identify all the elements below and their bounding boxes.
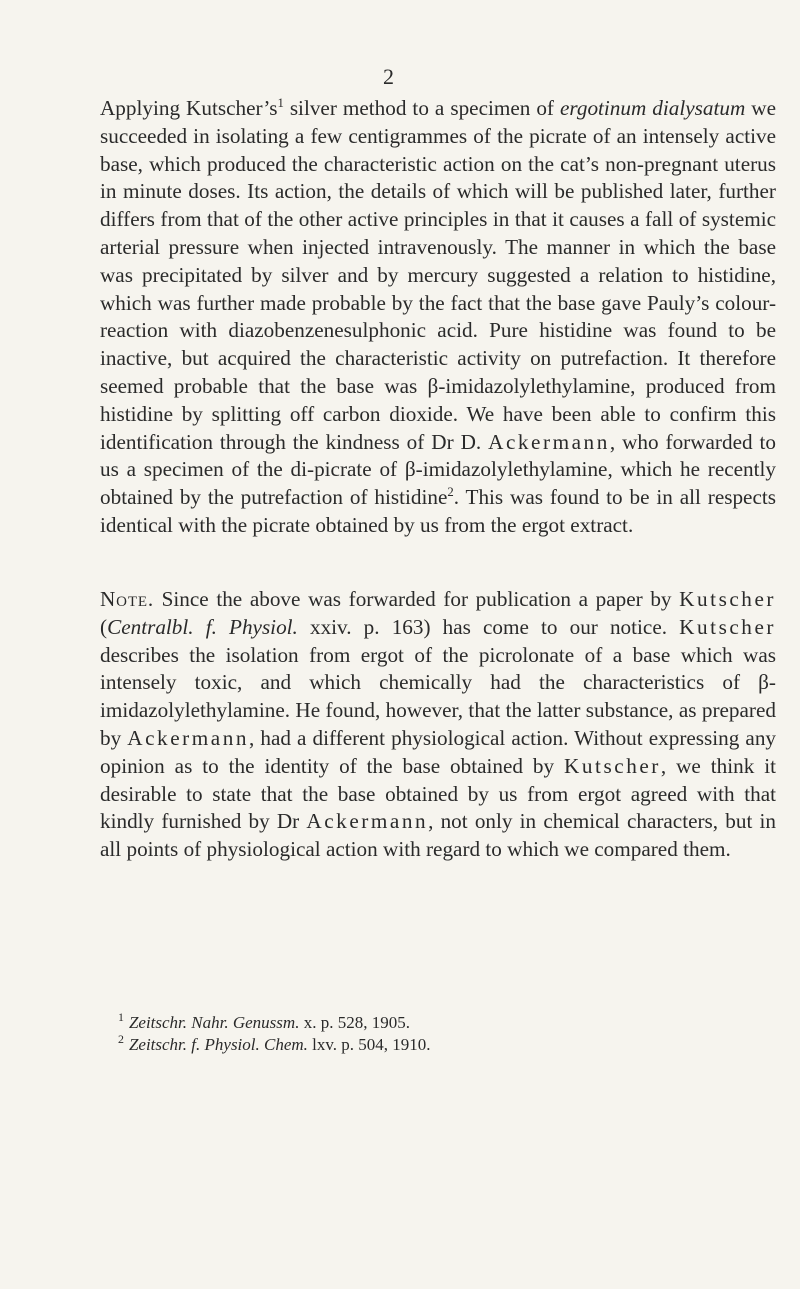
text-run: describes the isolation from ergot of the picrolonate of a base which was intensely toxic, and which chemically had the characteristics of β-imidazolylethylamine. He found, however, that the latter substance, as prepared by xyxy=(100,642,776,750)
text-run: , had a different physiological action. Without expressing any opinion as to the identity of the base obtained by xyxy=(100,725,777,778)
text-run: Since the above was forwarded for publication a paper by xyxy=(154,587,680,611)
text-run: , who forwarded to us a specimen of the di-picrate of β-imidazolylethylamine, which he recently obtained by the putrefaction of histidine xyxy=(100,429,776,510)
italic-term: ergotinum dialysatum xyxy=(559,96,746,120)
footnote-marker: 2 xyxy=(118,1032,124,1047)
footnote-reference: x. p. 528, 1905. xyxy=(299,1013,410,1032)
text-run: Applying Kutscher’s xyxy=(100,96,278,120)
footnote-ref-2: 2 xyxy=(447,485,454,500)
page-number: 2 xyxy=(383,64,394,89)
text-run: silver method to a specimen of xyxy=(283,96,560,120)
footnote-journal: Zeitschr. f. Physiol. Chem. xyxy=(128,1035,308,1054)
footnote-reference: lxv. p. 504, 1910. xyxy=(307,1035,431,1054)
footnote-2 xyxy=(118,1034,738,1056)
text-run: , not only in chemical characters, but in all points of physiological action with regard to which we compared them. xyxy=(100,809,776,862)
author-name: Kutscher xyxy=(564,753,661,778)
footnote-marker: 1 xyxy=(118,1010,124,1025)
author-name: Kutscher xyxy=(679,587,776,611)
footnote-ref-1: 1 xyxy=(277,95,284,110)
author-name: Ackermann xyxy=(306,809,429,834)
author-name: Kutscher xyxy=(679,614,776,639)
body-paragraph-1 xyxy=(64,95,776,540)
author-name: Ackermann xyxy=(127,725,249,750)
text-run: xxiv. p. 163) has come to our notice. xyxy=(297,614,680,639)
text-run: . This was found to be in all respects identical with the picrate obtained by us from the ergot extract. xyxy=(100,485,776,537)
text-run: ( xyxy=(100,614,108,639)
footnote-1 xyxy=(118,1012,738,1034)
text-run: , we think it desirable to state that the base obtained by us from ergot agreed with that kindly furnished by Dr xyxy=(100,753,776,834)
body-paragraph-note xyxy=(64,586,776,864)
note-label: Note. xyxy=(100,587,154,611)
footnotes xyxy=(118,1012,738,1056)
journal-citation: Centralbl. f. Physiol. xyxy=(107,614,298,639)
text-run: we succeeded in isolating a few centigrammes of the picrate of an intensely active base, which produced the characteristic action on the cat’s non-pregnant uterus in minute doses. Its action, the details of which will be published later, further differs from that of the other active principles in that it causes a fall of systemic arterial pressure when injected intravenously. The manner in which the base was precipitated by silver and by mercury suggested a relation to histidine, which was further made probable by the fact that the base gave Pauly’s colour-reaction with diazobenzenesulphonic acid. Pure histidine was found to be inactive, but acquired the characteristic activity on putrefaction. It therefore seemed probable that the base was β-imidazolylethylamine, produced from histidine by splitting off carbon dioxide. We have been able to confirm this identification through the kindness of Dr D. xyxy=(100,96,776,454)
footnote-journal: Zeitschr. Nahr. Genussm. xyxy=(128,1013,300,1032)
author-name: Ackermann xyxy=(488,429,610,454)
